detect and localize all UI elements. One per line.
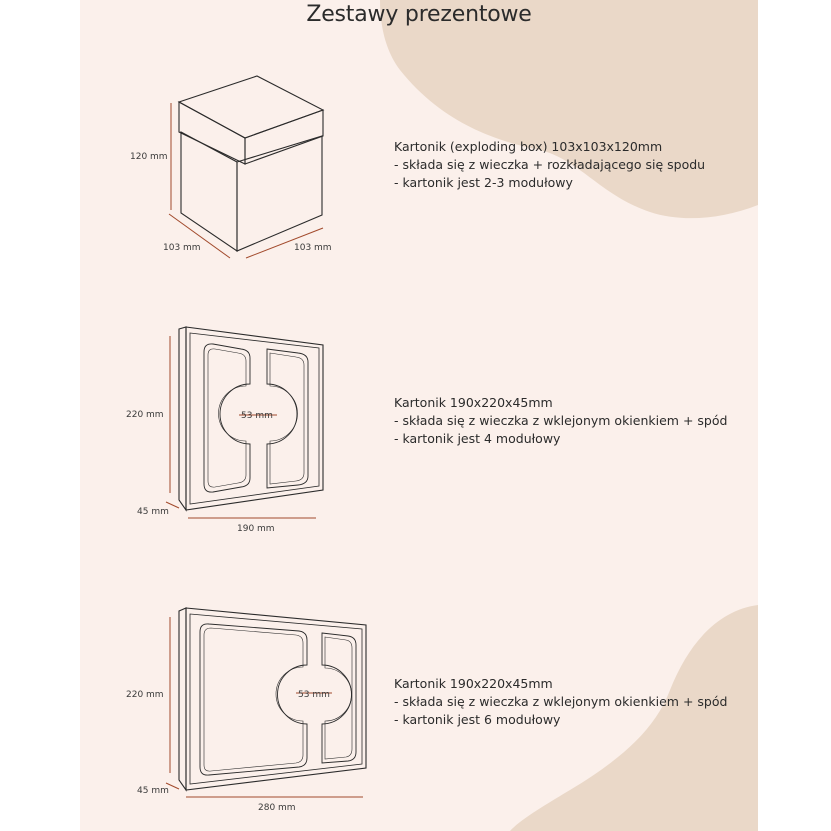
- product-1-line-2: - składa się z wieczka + rozkładającego się spodu: [394, 157, 706, 172]
- page-title: Zestawy prezentowe: [306, 2, 532, 27]
- box1-width-label: 103 mm: [163, 243, 201, 253]
- box3-height-label: 220 mm: [126, 690, 164, 700]
- box2-window-label: 53 mm: [241, 411, 273, 421]
- box1-depth-label: 103 mm: [294, 243, 332, 253]
- box2-width-label: 190 mm: [237, 524, 275, 534]
- page: [80, 0, 758, 831]
- product-1-line-1: Kartonik (exploding box) 103x103x120mm: [394, 139, 663, 154]
- product-2-line-1: Kartonik 190x220x45mm: [394, 395, 553, 410]
- product-2-line-3: - kartonik jest 4 modułowy: [394, 431, 561, 446]
- box3-width-label: 280 mm: [258, 803, 296, 813]
- product-3-line-3: - kartonik jest 6 modułowy: [394, 712, 561, 727]
- box3-depth-label: 45 mm: [137, 786, 169, 796]
- product-3-line-1: Kartonik 190x220x45mm: [394, 676, 553, 691]
- product-2-line-2: - składa się z wieczka z wklejonym okienkiem + spód: [394, 413, 728, 428]
- product-description-3: [394, 675, 727, 729]
- box2-depth-label: 45 mm: [137, 507, 169, 517]
- box2-height-label: 220 mm: [126, 410, 164, 420]
- product-3-line-2: - składa się z wieczka z wklejonym okienkiem + spód: [394, 694, 728, 709]
- box3-window-label: 53 mm: [298, 690, 330, 700]
- product-1-line-3: - kartonik jest 2-3 modułowy: [394, 175, 573, 190]
- box1-height-label: 120 mm: [130, 152, 168, 162]
